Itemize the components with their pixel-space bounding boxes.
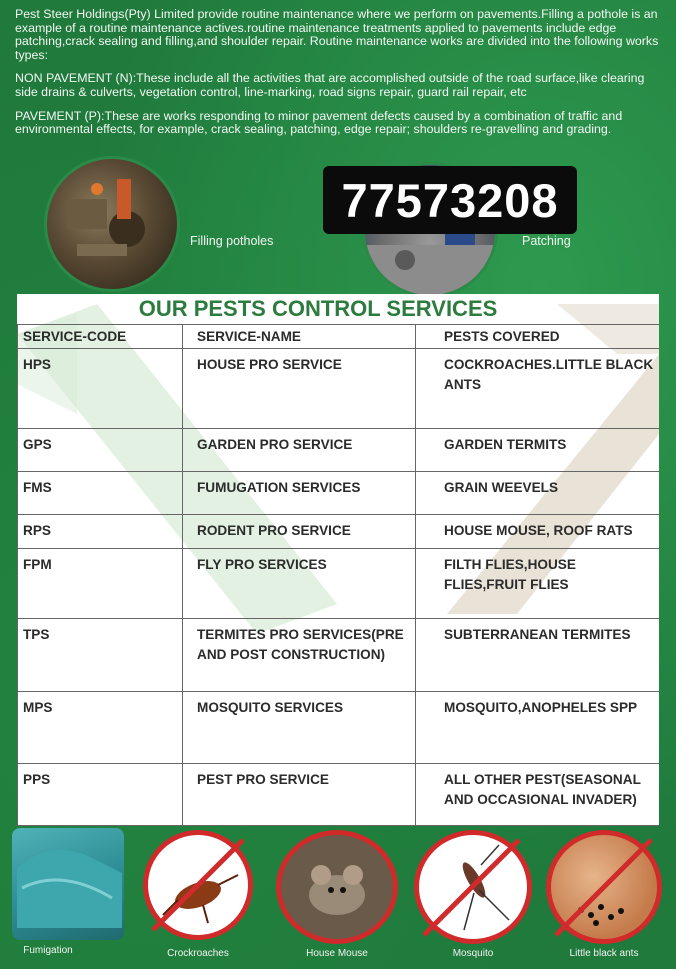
- table-row: [18, 515, 660, 549]
- service-code: TPS: [18, 619, 183, 692]
- table-row: [18, 349, 660, 429]
- table-row: [18, 764, 660, 826]
- pothole-scene-icon: [47, 159, 177, 289]
- intro-paragraph-routine: Pest Steer Holdings(Pty) Limited provide routine maintenance where we perform on pavements.Filling a pothole is an example of a routine maintenance actives.routine maintenance treatments applied to pavements include edge patching,crack sealing and filling,and shoulder repair. Routine maintenance works are divided into the following works types:: [15, 7, 659, 62]
- cockroach-photo: [143, 830, 253, 940]
- intro-paragraph-pavement: PAVEMENT (P):These are works responding to minor pavement defects caused by a combination of traffic and environmental effects, for example, crack sealing, patching, edge repair; shoulders re-gravelling and grading.: [15, 108, 623, 137]
- service-code: FMS: [18, 472, 183, 515]
- header-service-name: SERVICE-NAME: [183, 325, 416, 349]
- fumigation-caption: Fumigation: [23, 945, 73, 956]
- pests-covered: SUBTERRANEAN TERMITES: [416, 619, 660, 692]
- pests-covered: GARDEN TERMITS: [416, 429, 660, 472]
- header-pests-covered: PESTS COVERED: [416, 325, 660, 349]
- service-code: PPS: [18, 764, 183, 826]
- cockroaches-caption: Crockroaches: [167, 948, 229, 959]
- filling-potholes-caption: Filling potholes: [190, 234, 274, 248]
- fumigation-photo: [12, 828, 124, 940]
- pests-covered: ALL OTHER PEST(SEASONAL AND OCCASIONAL INVADER): [416, 764, 660, 826]
- service-name: MOSQUITO SERVICES: [183, 692, 416, 764]
- pests-covered: FILTH FLIES,HOUSE FLIES,FRUIT FLIES: [416, 549, 660, 619]
- service-name: FLY PRO SERVICES: [183, 549, 416, 619]
- phone-number[interactable]: 77573208: [323, 166, 577, 234]
- pests-covered: MOSQUITO,ANOPHELES SPP: [416, 692, 660, 764]
- house-mouse-caption: House Mouse: [306, 948, 368, 959]
- tarp-icon: [12, 828, 124, 940]
- cockroach-icon: [148, 835, 248, 935]
- service-code: MPS: [18, 692, 183, 764]
- service-name: RODENT PRO SERVICE: [183, 515, 416, 549]
- table-row: [18, 549, 660, 619]
- service-name: FUMUGATION SERVICES: [183, 472, 416, 515]
- service-name: TERMITES PRO SERVICES(PRE AND POST CONSTRUCTION): [183, 619, 416, 692]
- house-mouse-photo: [276, 830, 398, 944]
- pests-covered: COCKROACHES.LITTLE BLACK ANTS: [416, 349, 660, 429]
- ants-icon: [551, 835, 657, 939]
- pests-covered: HOUSE MOUSE, ROOF RATS: [416, 515, 660, 549]
- service-code: GPS: [18, 429, 183, 472]
- table-row: [18, 619, 660, 692]
- intro-text: [15, 8, 663, 147]
- services-table: [17, 324, 659, 826]
- table-row: [18, 472, 660, 515]
- services-panel: [17, 294, 659, 826]
- mouse-icon: [281, 835, 393, 939]
- service-code: HPS: [18, 349, 183, 429]
- header-service-code: SERVICE-CODE: [18, 325, 183, 349]
- service-name: PEST PRO SERVICE: [183, 764, 416, 826]
- table-row: [18, 692, 660, 764]
- service-code: RPS: [18, 515, 183, 549]
- service-code: FPM: [18, 549, 183, 619]
- mosquito-icon: [419, 835, 527, 939]
- services-title: OUR PESTS CONTROL SERVICES: [138, 296, 498, 321]
- table-row: [18, 429, 660, 472]
- intro-paragraph-non-pavement: NON PAVEMENT (N):These include all the activities that are accomplished outside of the road surface,like clearing side drains & culverts, vegetation control, line-marking, road signs repair, guard rail repair, etc: [15, 71, 645, 99]
- patching-caption: Patching: [522, 234, 571, 248]
- service-name: GARDEN PRO SERVICE: [183, 429, 416, 472]
- services-header-row: [18, 325, 660, 349]
- mosquito-photo: [414, 830, 532, 944]
- filling-potholes-photo: [44, 156, 180, 292]
- pests-covered: GRAIN WEEVELS: [416, 472, 660, 515]
- service-name: HOUSE PRO SERVICE: [183, 349, 416, 429]
- mosquito-caption: Mosquito: [452, 948, 494, 959]
- pest-images-strip: [0, 828, 676, 969]
- little-black-ants-photo: [546, 830, 662, 944]
- little-black-ants-caption: Little black ants: [569, 948, 639, 959]
